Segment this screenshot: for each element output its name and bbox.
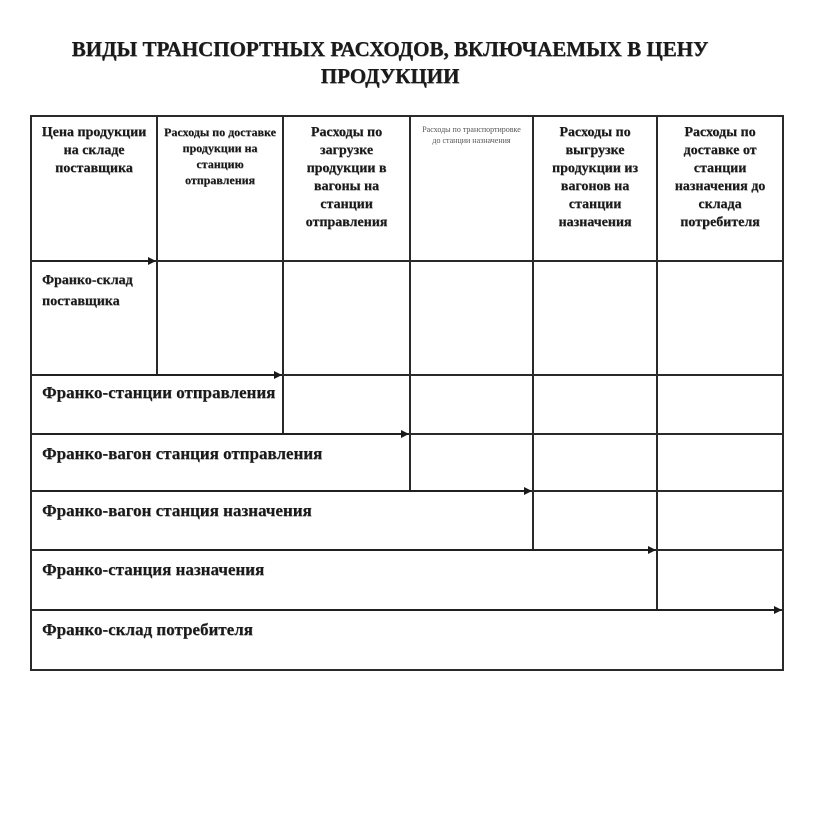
column-header-6: Расходы по доставке от станции назначения до склада потребителя	[674, 125, 766, 230]
title-line-2: ПРОДУКЦИИ	[320, 64, 460, 88]
column-header-4: Расходы по транспортировке до станции назначения	[422, 125, 521, 145]
row-label-3: Франко-вагон станция отправления	[42, 444, 323, 463]
title-line-1: ВИДЫ ТРАНСПОРТНЫХ РАСХОДОВ, ВКЛЮЧАЕМЫХ В ЦЕНУ	[71, 37, 709, 61]
column-header-5: Расходы по выгрузке продукции из вагонов на станции назначения	[552, 125, 638, 230]
row-label-5: Франко-станция назначения	[42, 560, 265, 579]
column-header-3: Расходы по загрузке продукции в вагоны на станции отправления	[305, 125, 388, 230]
row-label-6: Франко-склад потребителя	[42, 620, 253, 639]
row-label-1: Франко-склад поставщика	[42, 273, 133, 309]
column-header-2: Расходы по доставке продукции на станцию отправления	[164, 125, 276, 187]
row-label-2: Франко-станции отправления	[42, 383, 276, 402]
row-label-4: Франко-вагон станция назначения	[42, 501, 312, 520]
column-header-1: Цена продукции на складе поставщика	[41, 125, 147, 176]
